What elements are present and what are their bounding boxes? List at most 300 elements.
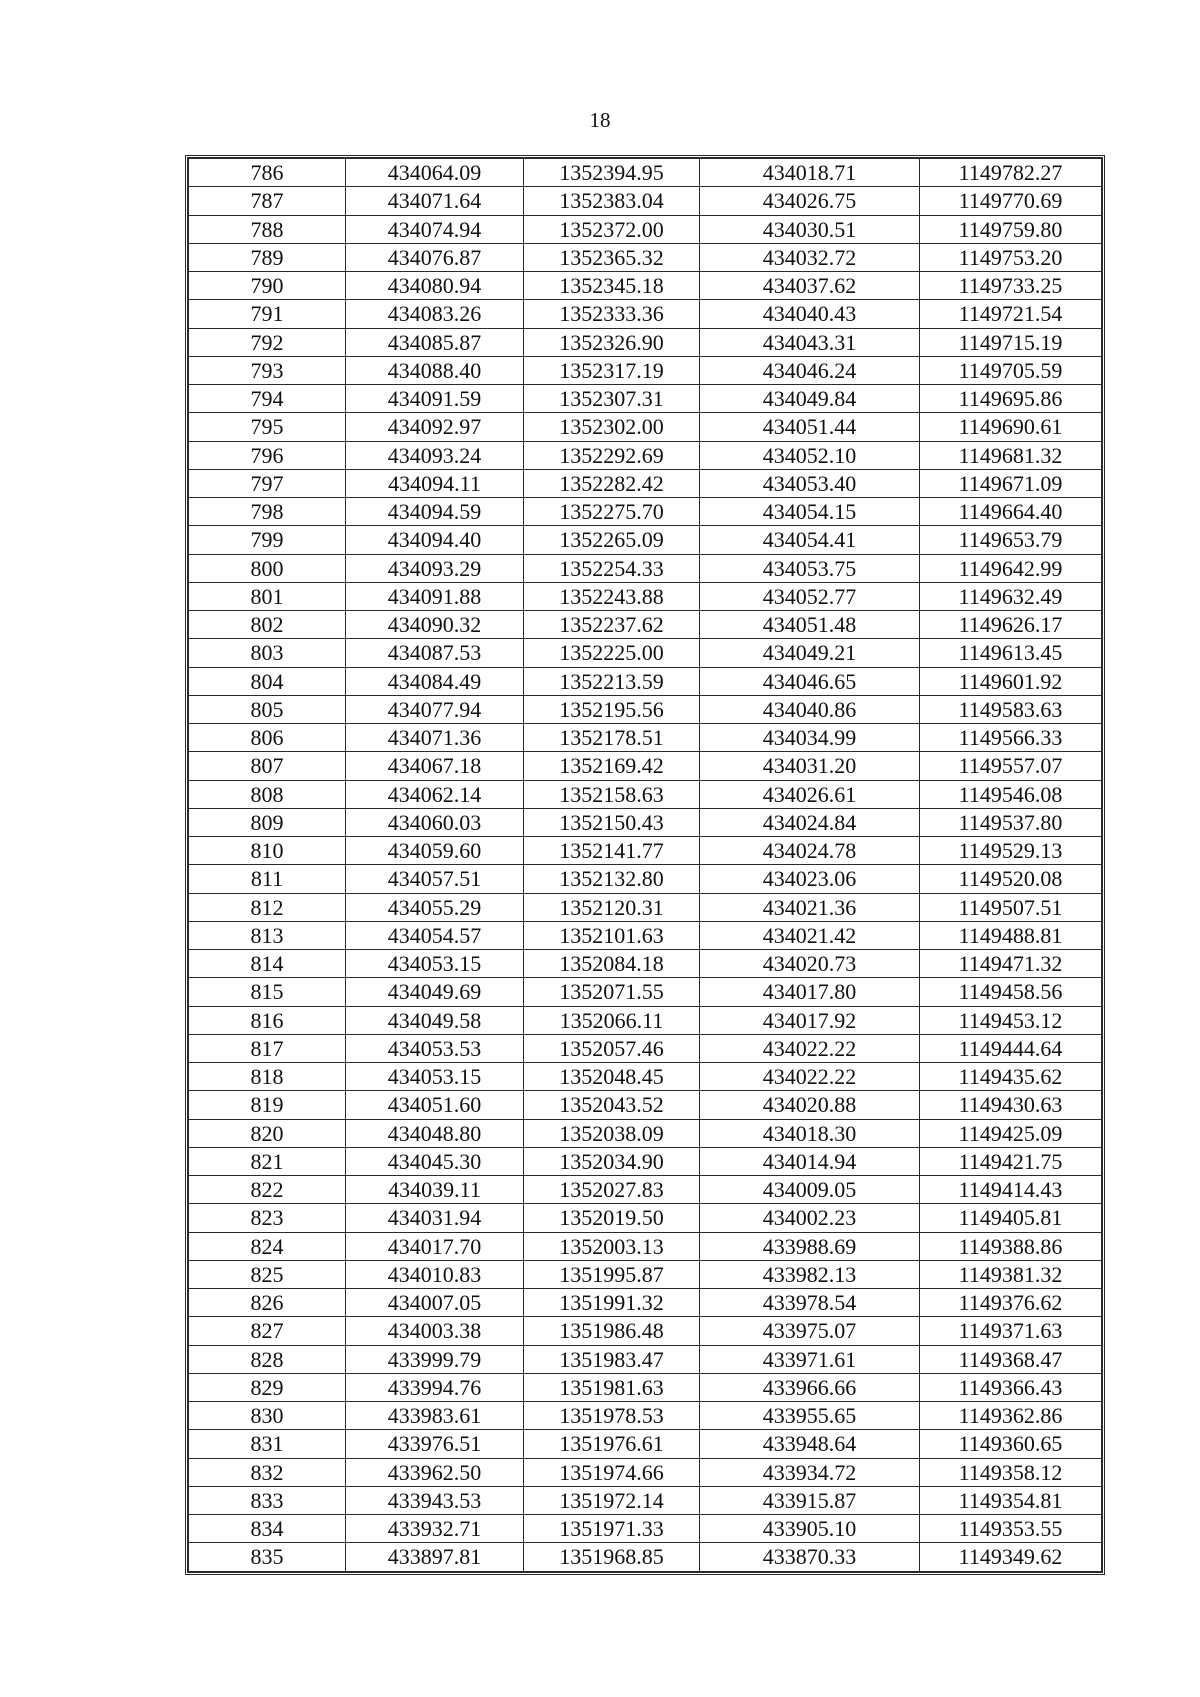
y2-cell: 1149507.51 [920,893,1102,921]
x1-cell: 434085.87 [346,328,524,356]
y2-cell: 1149690.61 [920,413,1102,441]
coordinates-table-body [189,159,1102,1572]
table-row [189,1260,1102,1288]
point-number-cell: 804 [189,667,346,695]
x1-cell: 434093.29 [346,554,524,582]
y2-cell: 1149405.81 [920,1204,1102,1232]
y2-cell: 1149520.08 [920,865,1102,893]
point-number-cell: 834 [189,1515,346,1543]
point-number-cell: 802 [189,611,346,639]
point-number-cell: 817 [189,1034,346,1062]
x1-cell: 434094.11 [346,469,524,497]
page-number: 18 [589,108,611,132]
y2-cell: 1149381.32 [920,1260,1102,1288]
x2-cell: 433978.54 [700,1289,920,1317]
x2-cell: 434026.75 [700,187,920,215]
point-number-cell: 786 [189,159,346,187]
x2-cell: 433975.07 [700,1317,920,1345]
y2-cell: 1149681.32 [920,441,1102,469]
x1-cell: 434084.49 [346,667,524,695]
x1-cell: 434076.87 [346,243,524,271]
x2-cell: 434054.41 [700,526,920,554]
y1-cell: 1352132.80 [524,865,700,893]
table-row [189,1458,1102,1486]
point-number-cell: 790 [189,272,346,300]
y1-cell: 1351983.47 [524,1345,700,1373]
x1-cell: 434007.05 [346,1289,524,1317]
table-row [189,441,1102,469]
y2-cell: 1149366.43 [920,1373,1102,1401]
table-row [189,413,1102,441]
table-row [189,328,1102,356]
point-number-cell: 787 [189,187,346,215]
x1-cell: 434071.36 [346,724,524,752]
x1-cell: 434003.38 [346,1317,524,1345]
point-number-cell: 820 [189,1119,346,1147]
point-number-cell: 809 [189,808,346,836]
y1-cell: 1352345.18 [524,272,700,300]
x1-cell: 434083.26 [346,300,524,328]
y1-cell: 1352084.18 [524,950,700,978]
table-row [189,243,1102,271]
x1-cell: 434060.03 [346,808,524,836]
x1-cell: 433994.76 [346,1373,524,1401]
point-number-cell: 832 [189,1458,346,1486]
table-row [189,752,1102,780]
table-row [189,1091,1102,1119]
x1-cell: 433976.51 [346,1430,524,1458]
point-number-cell: 798 [189,498,346,526]
point-number-cell: 824 [189,1232,346,1260]
y1-cell: 1352243.88 [524,582,700,610]
table-row [189,1515,1102,1543]
x2-cell: 434024.84 [700,808,920,836]
x1-cell: 434039.11 [346,1176,524,1204]
y2-cell: 1149354.81 [920,1486,1102,1514]
x1-cell: 434010.83 [346,1260,524,1288]
y1-cell: 1352071.55 [524,978,700,1006]
y1-cell: 1352237.62 [524,611,700,639]
table-row [189,611,1102,639]
x1-cell: 433983.61 [346,1402,524,1430]
point-number-cell: 807 [189,752,346,780]
point-number-cell: 810 [189,837,346,865]
y2-cell: 1149715.19 [920,328,1102,356]
y1-cell: 1352150.43 [524,808,700,836]
point-number-cell: 811 [189,865,346,893]
y1-cell: 1352326.90 [524,328,700,356]
y2-cell: 1149537.80 [920,808,1102,836]
table-row [189,865,1102,893]
point-number-cell: 816 [189,1006,346,1034]
table-row [189,837,1102,865]
x1-cell: 433999.79 [346,1345,524,1373]
x2-cell: 434049.84 [700,385,920,413]
x2-cell: 434020.88 [700,1091,920,1119]
table-row [189,808,1102,836]
y1-cell: 1352265.09 [524,526,700,554]
table-row [189,498,1102,526]
y1-cell: 1351981.63 [524,1373,700,1401]
x1-cell: 434045.30 [346,1147,524,1175]
y2-cell: 1149601.92 [920,667,1102,695]
y2-cell: 1149362.86 [920,1402,1102,1430]
x2-cell: 433966.66 [700,1373,920,1401]
x1-cell: 434062.14 [346,780,524,808]
y1-cell: 1351971.33 [524,1515,700,1543]
x2-cell: 434009.05 [700,1176,920,1204]
y1-cell: 1351991.32 [524,1289,700,1317]
table-row [189,950,1102,978]
point-number-cell: 812 [189,893,346,921]
y1-cell: 1352019.50 [524,1204,700,1232]
y1-cell: 1351968.85 [524,1543,700,1571]
x2-cell: 434034.99 [700,724,920,752]
table-row [189,1006,1102,1034]
coordinates-table-frame [185,155,1105,1575]
point-number-cell: 827 [189,1317,346,1345]
x2-cell: 434021.36 [700,893,920,921]
x1-cell: 434088.40 [346,356,524,384]
table-row [189,667,1102,695]
coordinates-table [188,158,1102,1572]
y2-cell: 1149430.63 [920,1091,1102,1119]
point-number-cell: 831 [189,1430,346,1458]
y1-cell: 1352141.77 [524,837,700,865]
x2-cell: 434046.24 [700,356,920,384]
table-row [189,1486,1102,1514]
y2-cell: 1149458.56 [920,978,1102,1006]
table-row [189,159,1102,187]
y1-cell: 1352048.45 [524,1063,700,1091]
table-row [189,1543,1102,1571]
x2-cell: 434049.21 [700,639,920,667]
y2-cell: 1149444.64 [920,1034,1102,1062]
x2-cell: 433915.87 [700,1486,920,1514]
x2-cell: 433988.69 [700,1232,920,1260]
table-row [189,1034,1102,1062]
x2-cell: 434024.78 [700,837,920,865]
x2-cell: 434053.75 [700,554,920,582]
point-number-cell: 789 [189,243,346,271]
point-number-cell: 825 [189,1260,346,1288]
x2-cell: 433870.33 [700,1543,920,1571]
point-number-cell: 828 [189,1345,346,1373]
x1-cell: 434059.60 [346,837,524,865]
y1-cell: 1352195.56 [524,695,700,723]
y1-cell: 1352158.63 [524,780,700,808]
y1-cell: 1352302.00 [524,413,700,441]
y2-cell: 1149425.09 [920,1119,1102,1147]
point-number-cell: 795 [189,413,346,441]
y1-cell: 1352066.11 [524,1006,700,1034]
y2-cell: 1149414.43 [920,1176,1102,1204]
x1-cell: 434094.40 [346,526,524,554]
y1-cell: 1351978.53 [524,1402,700,1430]
x2-cell: 434046.65 [700,667,920,695]
point-number-cell: 813 [189,921,346,949]
y2-cell: 1149349.62 [920,1543,1102,1571]
y1-cell: 1352034.90 [524,1147,700,1175]
table-row [189,1373,1102,1401]
table-row [189,582,1102,610]
x1-cell: 434067.18 [346,752,524,780]
y1-cell: 1352225.00 [524,639,700,667]
x1-cell: 434048.80 [346,1119,524,1147]
table-row [189,1232,1102,1260]
table-row [189,1402,1102,1430]
y2-cell: 1149695.86 [920,385,1102,413]
point-number-cell: 794 [189,385,346,413]
x2-cell: 434052.10 [700,441,920,469]
point-number-cell: 829 [189,1373,346,1401]
y2-cell: 1149753.20 [920,243,1102,271]
x1-cell: 433943.53 [346,1486,524,1514]
y1-cell: 1351986.48 [524,1317,700,1345]
y2-cell: 1149488.81 [920,921,1102,949]
y1-cell: 1351976.61 [524,1430,700,1458]
x2-cell: 434026.61 [700,780,920,808]
x1-cell: 434054.57 [346,921,524,949]
y2-cell: 1149642.99 [920,554,1102,582]
point-number-cell: 835 [189,1543,346,1571]
y2-cell: 1149360.65 [920,1430,1102,1458]
y1-cell: 1352003.13 [524,1232,700,1260]
table-row [189,469,1102,497]
x1-cell: 434053.53 [346,1034,524,1062]
point-number-cell: 788 [189,215,346,243]
x2-cell: 434014.94 [700,1147,920,1175]
y1-cell: 1352101.63 [524,921,700,949]
point-number-cell: 814 [189,950,346,978]
x1-cell: 434091.59 [346,385,524,413]
y2-cell: 1149388.86 [920,1232,1102,1260]
y1-cell: 1352292.69 [524,441,700,469]
table-row [189,1204,1102,1232]
x1-cell: 434080.94 [346,272,524,300]
x2-cell: 434023.06 [700,865,920,893]
x1-cell: 433897.81 [346,1543,524,1571]
x2-cell: 433971.61 [700,1345,920,1373]
x2-cell: 434037.62 [700,272,920,300]
y2-cell: 1149733.25 [920,272,1102,300]
x1-cell: 434087.53 [346,639,524,667]
y2-cell: 1149557.07 [920,752,1102,780]
table-row [189,1345,1102,1373]
x1-cell: 434057.51 [346,865,524,893]
y1-cell: 1352365.32 [524,243,700,271]
x1-cell: 434049.69 [346,978,524,1006]
y1-cell: 1352169.42 [524,752,700,780]
table-row [189,893,1102,921]
y2-cell: 1149566.33 [920,724,1102,752]
y1-cell: 1352057.46 [524,1034,700,1062]
x2-cell: 434020.73 [700,950,920,978]
table-row [189,300,1102,328]
point-number-cell: 797 [189,469,346,497]
x2-cell: 434054.15 [700,498,920,526]
point-number-cell: 801 [189,582,346,610]
point-number-cell: 823 [189,1204,346,1232]
y2-cell: 1149632.49 [920,582,1102,610]
table-row [189,187,1102,215]
y1-cell: 1352307.31 [524,385,700,413]
table-row [189,215,1102,243]
y2-cell: 1149613.45 [920,639,1102,667]
x1-cell: 434031.94 [346,1204,524,1232]
y1-cell: 1352383.04 [524,187,700,215]
table-row [189,1147,1102,1175]
y1-cell: 1352394.95 [524,159,700,187]
y2-cell: 1149376.62 [920,1289,1102,1317]
y2-cell: 1149583.63 [920,695,1102,723]
y2-cell: 1149721.54 [920,300,1102,328]
y2-cell: 1149770.69 [920,187,1102,215]
y2-cell: 1149371.63 [920,1317,1102,1345]
x1-cell: 434091.88 [346,582,524,610]
y1-cell: 1352282.42 [524,469,700,497]
x2-cell: 434040.43 [700,300,920,328]
x2-cell: 433905.10 [700,1515,920,1543]
y2-cell: 1149368.47 [920,1345,1102,1373]
point-number-cell: 806 [189,724,346,752]
x1-cell: 434090.32 [346,611,524,639]
point-number-cell: 791 [189,300,346,328]
x2-cell: 434052.77 [700,582,920,610]
x2-cell: 434043.31 [700,328,920,356]
y1-cell: 1352038.09 [524,1119,700,1147]
x2-cell: 434022.22 [700,1063,920,1091]
y2-cell: 1149358.12 [920,1458,1102,1486]
table-row [189,272,1102,300]
x1-cell: 434093.24 [346,441,524,469]
point-number-cell: 799 [189,526,346,554]
point-number-cell: 792 [189,328,346,356]
point-number-cell: 796 [189,441,346,469]
y1-cell: 1352372.00 [524,215,700,243]
table-row [189,724,1102,752]
table-row [189,780,1102,808]
x1-cell: 433962.50 [346,1458,524,1486]
y2-cell: 1149653.79 [920,526,1102,554]
table-row [189,1176,1102,1204]
x1-cell: 434071.64 [346,187,524,215]
y2-cell: 1149453.12 [920,1006,1102,1034]
y1-cell: 1352043.52 [524,1091,700,1119]
x2-cell: 434017.92 [700,1006,920,1034]
point-number-cell: 822 [189,1176,346,1204]
y1-cell: 1352027.83 [524,1176,700,1204]
x2-cell: 433982.13 [700,1260,920,1288]
table-row [189,526,1102,554]
y2-cell: 1149353.55 [920,1515,1102,1543]
x2-cell: 434030.51 [700,215,920,243]
table-row [189,639,1102,667]
y2-cell: 1149671.09 [920,469,1102,497]
x2-cell: 434018.30 [700,1119,920,1147]
table-row [189,1119,1102,1147]
y1-cell: 1351974.66 [524,1458,700,1486]
x2-cell: 434053.40 [700,469,920,497]
table-row [189,1317,1102,1345]
point-number-cell: 826 [189,1289,346,1317]
table-row [189,695,1102,723]
x1-cell: 434055.29 [346,893,524,921]
x2-cell: 434051.44 [700,413,920,441]
x2-cell: 433948.64 [700,1430,920,1458]
x2-cell: 433955.65 [700,1402,920,1430]
y1-cell: 1352254.33 [524,554,700,582]
y1-cell: 1352213.59 [524,667,700,695]
x2-cell: 434002.23 [700,1204,920,1232]
y2-cell: 1149435.62 [920,1063,1102,1091]
y2-cell: 1149782.27 [920,159,1102,187]
y2-cell: 1149546.08 [920,780,1102,808]
table-row [189,921,1102,949]
point-number-cell: 805 [189,695,346,723]
y1-cell: 1352333.36 [524,300,700,328]
x2-cell: 434017.80 [700,978,920,1006]
x1-cell: 434053.15 [346,1063,524,1091]
point-number-cell: 803 [189,639,346,667]
point-number-cell: 830 [189,1402,346,1430]
point-number-cell: 815 [189,978,346,1006]
x1-cell: 434051.60 [346,1091,524,1119]
point-number-cell: 800 [189,554,346,582]
x2-cell: 434032.72 [700,243,920,271]
y2-cell: 1149529.13 [920,837,1102,865]
x1-cell: 434092.97 [346,413,524,441]
x1-cell: 433932.71 [346,1515,524,1543]
x1-cell: 434049.58 [346,1006,524,1034]
x1-cell: 434094.59 [346,498,524,526]
x2-cell: 434051.48 [700,611,920,639]
table-row [189,1430,1102,1458]
table-row [189,978,1102,1006]
point-number-cell: 808 [189,780,346,808]
x1-cell: 434017.70 [346,1232,524,1260]
table-row [189,356,1102,384]
point-number-cell: 833 [189,1486,346,1514]
y2-cell: 1149705.59 [920,356,1102,384]
y2-cell: 1149664.40 [920,498,1102,526]
x2-cell: 434040.86 [700,695,920,723]
x2-cell: 433934.72 [700,1458,920,1486]
point-number-cell: 818 [189,1063,346,1091]
x1-cell: 434064.09 [346,159,524,187]
y1-cell: 1352275.70 [524,498,700,526]
point-number-cell: 821 [189,1147,346,1175]
x2-cell: 434018.71 [700,159,920,187]
point-number-cell: 819 [189,1091,346,1119]
y2-cell: 1149421.75 [920,1147,1102,1175]
x1-cell: 434077.94 [346,695,524,723]
table-row [189,1063,1102,1091]
x2-cell: 434021.42 [700,921,920,949]
table-row [189,385,1102,413]
y1-cell: 1352317.19 [524,356,700,384]
x2-cell: 434022.22 [700,1034,920,1062]
y2-cell: 1149626.17 [920,611,1102,639]
y2-cell: 1149471.32 [920,950,1102,978]
point-number-cell: 793 [189,356,346,384]
x2-cell: 434031.20 [700,752,920,780]
table-row [189,1289,1102,1317]
table-row [189,554,1102,582]
x1-cell: 434074.94 [346,215,524,243]
y1-cell: 1352178.51 [524,724,700,752]
x1-cell: 434053.15 [346,950,524,978]
